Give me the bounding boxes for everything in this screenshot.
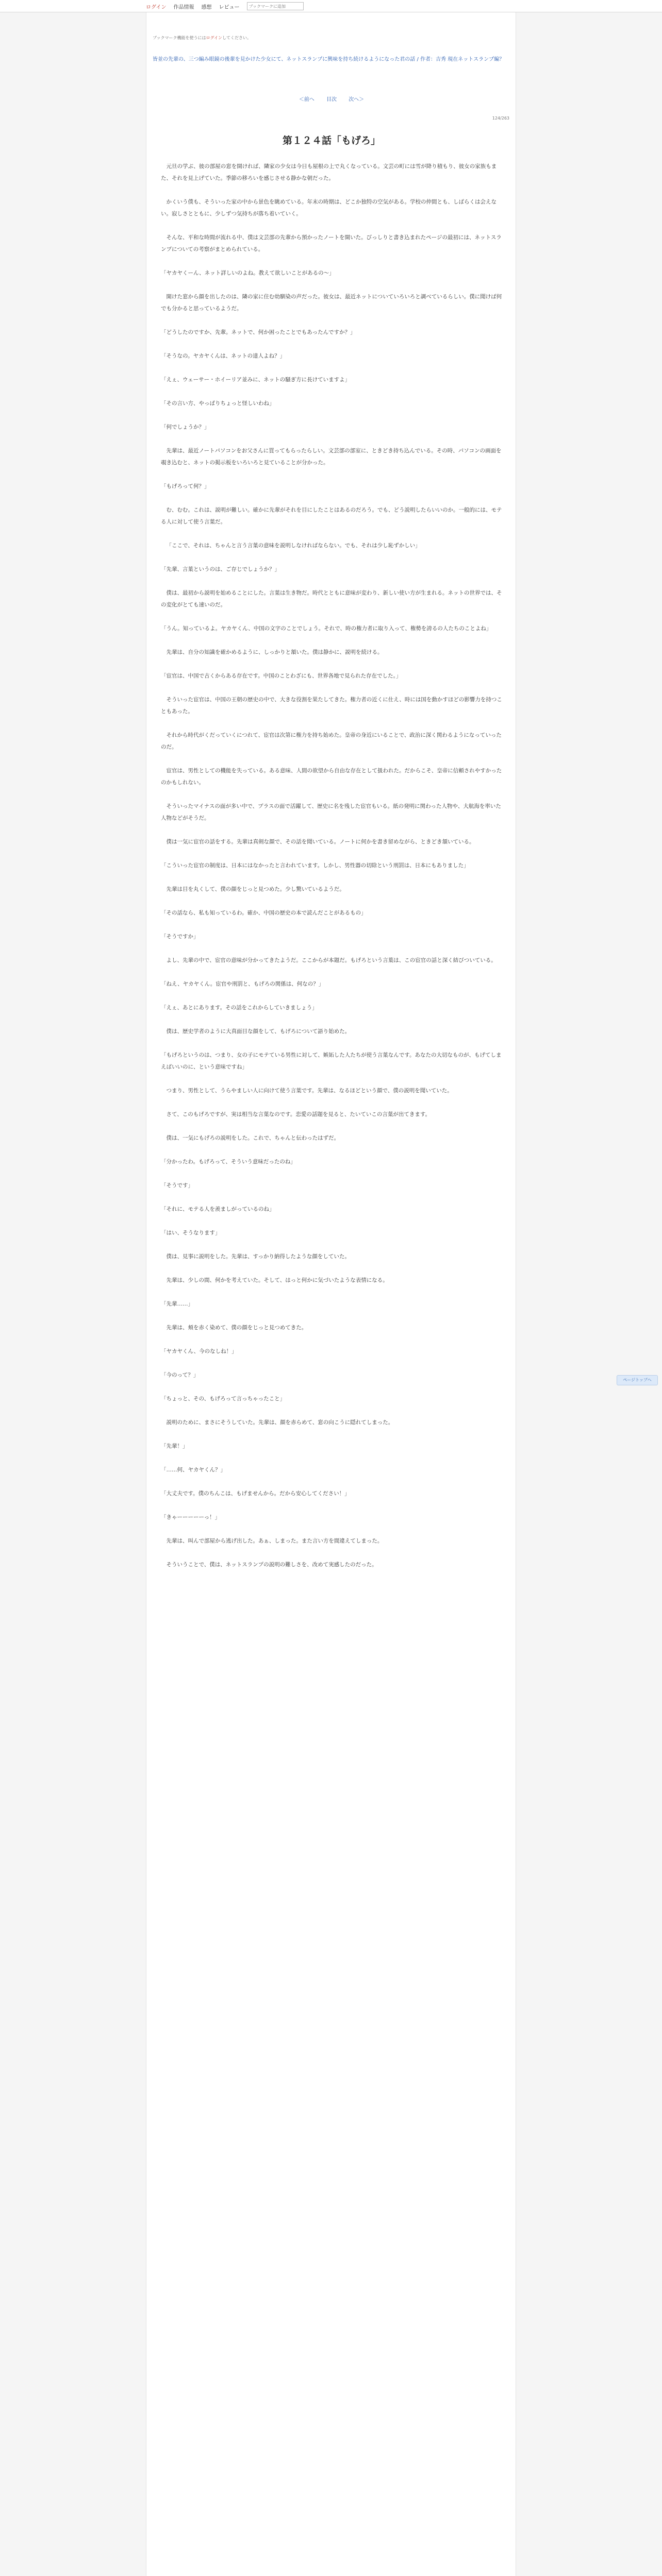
body-paragraph: 僕は一気に宦官の話をする。先輩は真剣な顔で、その話を聞いている。ノートに何かを書き留めながら、ときどき頷いている。 bbox=[166, 839, 475, 845]
top-nav-inner bbox=[146, 2, 304, 11]
body-paragraph: 先輩は、少しの間、何かを考えていた。そして、はっと何かに気づいたような表情になる。 bbox=[166, 1277, 388, 1283]
body-paragraph: 「何でしょうか？」 bbox=[161, 424, 210, 430]
body-paragraph: そういうことで、僕は、ネットスランプの説明の難しさを、改めて実感したのだった。 bbox=[166, 1562, 377, 1568]
body-paragraph: 「うん。知っているよ。ヤカヤくん、中国の文字のことでしょう。それで、時の権力者に取り入って、権勢を誇るの人たちのことよね」 bbox=[161, 625, 492, 632]
body-paragraph: そういった宦官は、中国の王朝の歴史の中で、大きな役割を果たしてきた。権力者の近くに仕え、時には国を動かすほどの影響力を持つこともあった。 bbox=[161, 697, 502, 715]
body-paragraph: それから時代がくだっていくにつれて、宦官は次第に権力を持ち始めた。皇帝の身近にいることで、政治に深く関わるようになっていったのだ。 bbox=[161, 732, 502, 750]
body-paragraph: 「ヤカヤくん、今のなしね！」 bbox=[161, 1348, 237, 1354]
body-paragraph: かくいう僕も、そういった家の中から景色を眺めている。年末の時期は、どこか独特の空気がある。学校の仲間とも、しばらくは会えない。寂しさとともに、少しずつ気持ちが落ち着いていく。 bbox=[161, 199, 496, 217]
login-notice bbox=[153, 35, 251, 41]
body-paragraph: 「そうなの。ヤカヤくんは、ネットの達人よね？」 bbox=[161, 353, 286, 359]
nav-link-review[interactable]: レビュー bbox=[219, 4, 240, 10]
body-paragraph: 「もげろというのは、つまり、女の子にモテている男性に対して、嫉妬した人たちが使う言葉なんです。あなたの大切なものが、もげてしまえばいいのに、という意味ですね」 bbox=[161, 1052, 502, 1070]
page-top-button[interactable]: ページトップへ bbox=[617, 1375, 658, 1385]
next-chapter-link[interactable]: 次へ＞ bbox=[349, 97, 365, 103]
body-paragraph: 「……何、ヤカヤくん？」 bbox=[161, 1467, 226, 1473]
chapter-pager bbox=[146, 95, 516, 103]
login-link[interactable]: ログイン bbox=[146, 4, 167, 10]
nav-link-works[interactable]: 作品情報 bbox=[173, 4, 194, 10]
body-paragraph: 「そうです」 bbox=[161, 1182, 193, 1189]
body-paragraph: 僕は、見事に説明をした。先輩は、すっかり納得したような顔をしていた。 bbox=[166, 1253, 350, 1260]
body-paragraph: 「ねえ、ヤカヤくん。宦官や刑罰と、もげろの関係は、何なの？」 bbox=[161, 981, 324, 987]
body-paragraph: 「こういった宦官の制度は、日本にはなかったと言われています。しかし、男性器の切除という刑罰は、日本にもありました」 bbox=[161, 862, 469, 869]
body-paragraph: 「大丈夫です。僕のちんこは、もげませんから。だから安心してください！」 bbox=[161, 1490, 350, 1497]
body-paragraph: つまり、男性として、うらやましい人に向けて使う言葉です。先輩は、なるほどという顔で、僕の説明を聞いていた。 bbox=[166, 1088, 453, 1094]
body-paragraph: 「はい、そうなります」 bbox=[161, 1230, 221, 1236]
body-paragraph: 「ヤカヤくーん、ネット詳しいのよね。教えて欲しいことがあるの～」 bbox=[161, 270, 335, 276]
body-paragraph: さて、このもげろですが、実は相当な言葉なのです。恋愛の話題を見ると、たいていこの言葉が出てきます。 bbox=[166, 1111, 431, 1117]
nav-link-reviews[interactable]: 感想 bbox=[201, 4, 212, 10]
body-paragraph: 「ちょっと、その、もげろって言っちゃったこと」 bbox=[161, 1396, 286, 1402]
body-paragraph: 僕は、歴史学者のように大真面目な顔をして、もげろについて語り始めた。 bbox=[166, 1028, 351, 1035]
page-counter: 124/263 bbox=[492, 116, 509, 121]
chapter-body bbox=[161, 161, 502, 1583]
body-paragraph: 先輩は、自分の知識を確かめるように、しっかりと頷いた。僕は静かに、説明を続ける。 bbox=[166, 649, 383, 655]
body-paragraph: 「その言い方、やっぱりちょっと怪しいわね」 bbox=[161, 400, 275, 406]
body-paragraph: 先輩は目を丸くして、僕の顔をじっと見つめた。少し驚いているようだ。 bbox=[166, 886, 345, 892]
body-paragraph: そういったマイナスの面が多い中で、プラスの面で活躍して、歴史に名を残した宦官もいる。紙の発明に関わった人物や、大航海を率いた人物などがそうだ。 bbox=[161, 803, 501, 821]
body-paragraph: 先輩は、頬を赤く染めて、僕の顔をじっと見つめてきた。 bbox=[166, 1325, 307, 1331]
novel-page bbox=[146, 12, 516, 2576]
prev-chapter-link[interactable]: ＜前へ bbox=[299, 97, 315, 103]
body-paragraph: 「そうですか」 bbox=[161, 934, 199, 940]
body-paragraph: 「きゃーーーーーっ！」 bbox=[161, 1514, 221, 1520]
body-paragraph: 「ここで、それは、ちゃんと言う言葉の意味を説明しなければならない。でも、それは少し恥ずかしい」 bbox=[166, 543, 421, 549]
body-paragraph: そんな、平和な時間が流れる中、僕は文芸部の先輩から預かったノートを開いた。びっしりと書き込まれたページの最初には、ネットスランプについての考察がまとめられている。 bbox=[161, 234, 502, 252]
body-paragraph: 僕は、一気にもげろの説明をした。これで、ちゃんと伝わったはずだ。 bbox=[166, 1135, 340, 1141]
body-paragraph: 「先輩、言葉というのは、ご存じでしょうか？」 bbox=[161, 566, 280, 572]
body-paragraph: 説明のために、まさにそうしていた。先輩は、顔を赤らめて、窓の向こうに隠れてしまった。 bbox=[166, 1419, 394, 1426]
body-paragraph: 「今のって？」 bbox=[161, 1372, 199, 1378]
body-paragraph: よし、先輩の中で、宦官の意味が分かってきたようだ。ここからが本題だ。もげろという言葉は、この宦官の話と深く結びついている。 bbox=[166, 957, 496, 963]
body-paragraph: 「どうしたのですか、先輩。ネットで、何か困ったことでもあったんですか？」 bbox=[161, 329, 356, 335]
body-paragraph: 「その話なら、私も知っているわ。確か、中国の歴史の本で読んだことがあるもの」 bbox=[161, 910, 367, 916]
top-nav-bar bbox=[0, 0, 662, 12]
body-paragraph: 僕は、最初から説明を始めることにした。言葉は生き物だ。時代とともに意味が変わり、新しい使い方が生まれる。ネットの世界では、その変化がとても速いのだ。 bbox=[161, 590, 502, 608]
notice-suffix: してください。 bbox=[222, 36, 252, 40]
series-title-link[interactable]: 皆並の先輩の、三つ編み眼鏡の後輩を見かけた少女にて、ネットスランプに興味を持ち続けるようになった君の話 / 作者：吉秀 現在ネットスランプ編？ bbox=[153, 57, 505, 62]
body-paragraph: 「もげろって何？」 bbox=[161, 483, 210, 489]
chapter-title: 第１２４話「もげろ」 bbox=[282, 135, 380, 146]
body-paragraph: む、むむ。これは、説明が難しい。確かに先輩がそれを目にしたことはあるのだろう。でも、どう説明したらいいのか。一般的には、モテる人に対して使う言葉だ。 bbox=[161, 507, 502, 525]
body-paragraph: 「宦官は、中国で古くからある存在です。中国のことわざにも、世界各地で見られた存在でした。」 bbox=[161, 673, 402, 679]
body-paragraph: 「えぇ、ウェーサー・ホイーリア並みに、ネットの騒ぎ方に長けていますよ」 bbox=[161, 377, 351, 383]
body-paragraph: 「先輩！」 bbox=[161, 1443, 188, 1449]
body-paragraph: 「分かったわ。もげろって、そういう意味だったのね」 bbox=[161, 1159, 296, 1165]
body-paragraph: 「えぇ、あとにあります。その話をこれからしていきましょう」 bbox=[161, 1005, 318, 1011]
body-paragraph: 宦官は、男性としての機能を失っている。ある意味、人間の欲望から自由な存在として扱われた。だからこそ、皇帝に信頼されやすかったのかもしれない。 bbox=[161, 768, 502, 786]
body-paragraph: 開けた窓から顔を出したのは、隣の家に住む幼馴染の声だった。彼女は、最近ネットについていろいろと調べているらしい。僕に聞けば何でも分かると思っているようだ。 bbox=[161, 294, 502, 312]
body-paragraph: 元旦の学ぶ、彼の部屋の窓を開ければ、隣家の少女は今日も屋根の上で丸くなっている。文芸の町には雪が降り積もり、彼女の家族もまた、それを見上げていた。季節の移ろいを感じさせる静かな朝だった。 bbox=[161, 163, 497, 181]
index-link[interactable]: 目次 bbox=[326, 97, 337, 103]
body-paragraph: 「それに、モテる人を羨ましがっているのね」 bbox=[161, 1206, 275, 1212]
body-paragraph: 先輩は、最近ノートパソコンをお父さんに買ってもらったらしい。文芸部の部室に、ときどき持ち込んでいる。その時、パソコンの画面を覗き込むと、ネットの掲示板をいろいろと見ていることが分かった。 bbox=[161, 448, 502, 466]
notice-prefix: ブックマーク機能を使うには bbox=[153, 36, 206, 40]
body-paragraph: 先輩は、叫んで部屋から逃げ出した。あぁ、しまった。また言い方を間違えてしまった。 bbox=[166, 1538, 383, 1544]
notice-login-link[interactable]: ログイン bbox=[206, 36, 223, 40]
body-paragraph: 「先輩……」 bbox=[161, 1301, 193, 1307]
search-input[interactable] bbox=[247, 2, 304, 10]
